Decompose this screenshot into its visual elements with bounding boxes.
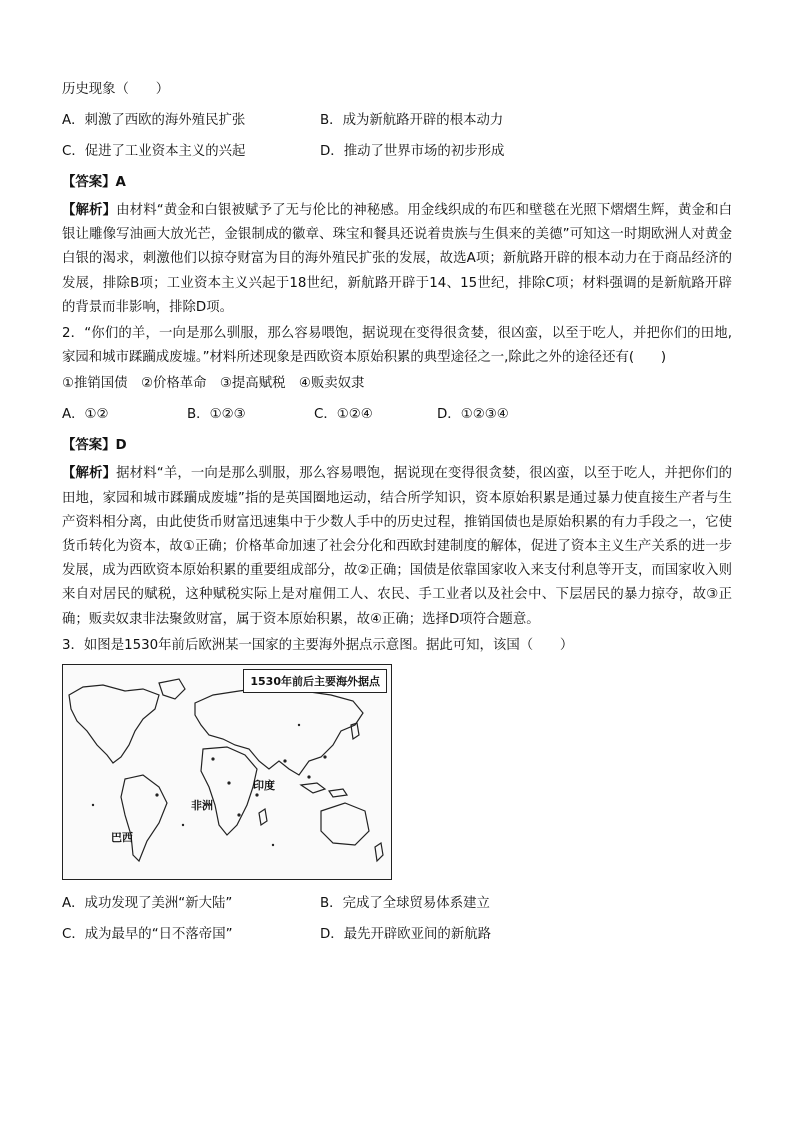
q3-options-row-2 bbox=[62, 925, 732, 945]
map-label-india: 印度 bbox=[253, 778, 275, 792]
q2-analysis bbox=[62, 462, 732, 631]
q2-option-c[interactable]: C．①②④ bbox=[314, 407, 373, 423]
world-map-illustration bbox=[63, 665, 391, 879]
q1-analysis-text: 由材料“黄金和白银被赋予了无与伦比的神秘感。用金线织成的布匹和壁毯在光照下熠熠生辉，黄金和白银让雕像写油画大放光芒，金银制成的徽章、珠宝和餐具还说着贵族与生俱来的美德”可知这一时期欧洲人对黄金白银的渴求，刺激他们以掠夺财富为目的海外殖民扩张的发展，故选A项；新航路开辟的根本动力在于商品经济的发展，排除B项；工业资本主义兴起于18世纪，新航路开辟于14、15世纪，排除C项；材料强调的是新航路开辟的背景而非影响，排除D项。 bbox=[62, 203, 733, 315]
q1-analysis bbox=[62, 199, 732, 320]
q1-stem-end: 历史现象（ ） bbox=[62, 82, 170, 97]
q1-option-a[interactable]: A．刺激了西欧的海外殖民扩张 bbox=[62, 113, 246, 128]
q1-analysis-label: 【解析】 bbox=[62, 203, 117, 218]
map-label-brazil: 巴西 bbox=[111, 830, 133, 844]
q3-option-b[interactable]: B．完成了全球贸易体系建立 bbox=[320, 895, 490, 911]
q3-option-c[interactable]: C．成为最早的“日不落帝国” bbox=[62, 926, 233, 942]
q2-analysis-label: 【解析】 bbox=[62, 466, 117, 482]
q1-option-b[interactable]: B．成为新航路开辟的根本动力 bbox=[320, 113, 504, 128]
q2-options-row bbox=[62, 405, 732, 425]
q2-items: ①推销国债 ②价格革命 ③提高赋税 ④贩卖奴隶 bbox=[62, 376, 365, 392]
q3-option-d[interactable]: D．最先开辟欧亚间的新航路 bbox=[320, 926, 491, 942]
map-title: 1530年前后主要海外据点 bbox=[243, 669, 387, 693]
q2-answer bbox=[62, 436, 732, 456]
q1-options-row-2 bbox=[62, 142, 732, 162]
q1-options-row-1 bbox=[62, 111, 732, 131]
q1-option-c[interactable]: C．促进了工业资本主义的兴起 bbox=[62, 144, 246, 159]
q3-option-a[interactable]: A．成功发现了美洲“新大陆” bbox=[62, 895, 233, 911]
document-page bbox=[62, 80, 732, 945]
q1-answer bbox=[62, 173, 732, 193]
q1-answer-text: 【答案】A bbox=[62, 175, 126, 190]
q2-stem: 2．“你们的羊，一向是那么驯服，那么容易喂饱，据说现在变得很贪婪，很凶蛮，以至于吃人，并把你们的田地,家园和城市蹂躏成废墟。”材料所述现象是西欧资本原始积累的典型途径之一,除此之外的途径还有( ) bbox=[62, 326, 732, 366]
q2-option-a[interactable]: A．①② bbox=[62, 407, 109, 423]
q2-answer-text: 【答案】D bbox=[62, 438, 127, 454]
q1-option-d[interactable]: D．推动了世界市场的初步形成 bbox=[320, 144, 505, 159]
q2-option-d[interactable]: D．①②③④ bbox=[437, 407, 509, 423]
world-map-figure bbox=[62, 664, 392, 880]
q3-stem: 3．如图是1530年前后欧洲某一国家的主要海外据点示意图。据此可知，该国（ ） bbox=[62, 637, 574, 653]
q2-option-b[interactable]: B．①②③ bbox=[187, 407, 246, 423]
q2-analysis-text: 据材料“羊，一向是那么驯服，那么容易喂饱，据说现在变得很贪婪，很凶蛮，以至于吃人，并把你们的田地，家园和城市蹂躏成废墟”指的是英国圈地运动，结合所学知识，资本原始积累是通过暴力使直接生产者与生产资料相分离，由此使货币财富迅速集中于少数人手中的历史过程，推销国债也是原始积累的有力手段之一，它使货币转化为资本，故①正确；价格革命加速了社会分化和西欧封建制度的解体，促进了资本主义生产关系的进一步发展，成为西欧资本原始积累的重要组成部分，故②正确；国债是依靠国家收入来支付利息等开支，而国家收入则来自对居民的赋税，这种赋税实际上是对雇佣工人、农民、手工业者以及社会中、下层居民的暴力掠夺，故③正确；贩卖奴隶非法聚敛财富，属于资本原始积累，故④正确；选择D项符合题意。 bbox=[62, 466, 733, 627]
map-label-africa: 非洲 bbox=[191, 798, 213, 812]
q3-options-row-1 bbox=[62, 894, 732, 914]
